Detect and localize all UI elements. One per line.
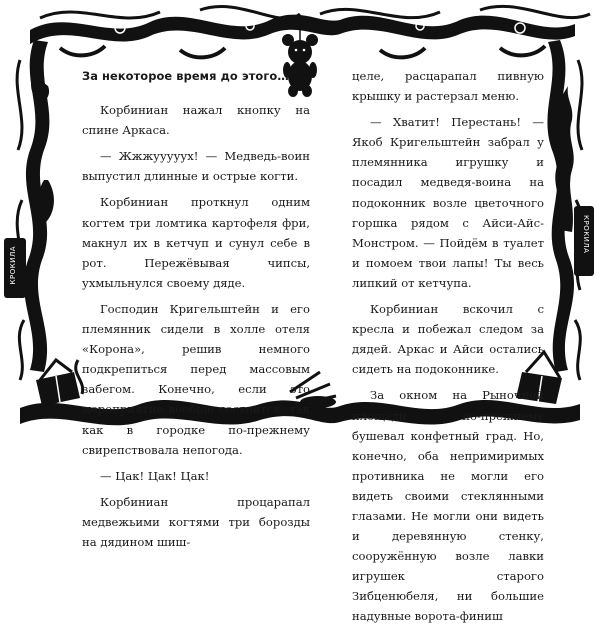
- top-vine-ornament: [30, 15, 575, 44]
- paragraph: Господин Кригельштейн и его племянник сидели в холле отеля «Корона», решив немного подкрепиться перед массовым забегом. Конечно, если это мероприятие вообще состоится, так как в городке по-прежнему свирепствовала непогода.: [82, 301, 310, 457]
- left-page-text: [82, 66, 310, 552]
- left-spine-label: КРОКИЛА: [9, 246, 17, 285]
- continued-paragraph: целе, расцарапал пивную крышку и растерзал меню.: [352, 69, 544, 104]
- paragraph: — Цак! Цак! Цак!: [100, 468, 210, 483]
- paragraph: Корбиниан нажал кнопку на спине Аркаса.: [82, 103, 310, 138]
- paragraph: Корбиниан вскочил с кресла и побежал следом за дядей. Аркас и Айси остались сидеть на подоконнике.: [352, 302, 544, 377]
- right-page-text: [352, 66, 544, 627]
- right-spine-label: КРОКИЛА: [582, 215, 590, 254]
- chapter-heading: За некоторое время до этого…: [82, 69, 289, 83]
- paragraph: — Хватит! Перестань! — Якоб Кригельштейн забрал у племянника игрушку и посадил медведя-воина на подоконник возле цветочного горшка рядом с Айси-Айс-Монстром. — Пойдём в туалет и помоем твои лапы! Ты весь липкий от кетчупа.: [352, 115, 544, 290]
- paragraph: Корбиниан проткнул одним когтем три ломтика картофеля фри, макнул их в кетчуп и сунул себе в рот. Пережёвывая чипсы, ухмыльнулся своему дяде.: [82, 195, 310, 290]
- paragraph: — Жжжууууух! — Медведь-воин выпустил длинные и острые когти.: [82, 149, 310, 184]
- paragraph: За окном на Рыночной площади по-прежнему бушевал конфетный град. Но, конечно, оба непримиримых противника не могли его видеть своими стеклянными глазами. Не могли они видеть и деревянную стенку, сооружённую возле лавки игрушек старого Зибценюбеля, ни большие надувные ворота-финиш: [352, 388, 544, 624]
- paragraph: Корбиниан процарапал медвежьими когтями три борозды на дядином шиш-: [82, 494, 310, 549]
